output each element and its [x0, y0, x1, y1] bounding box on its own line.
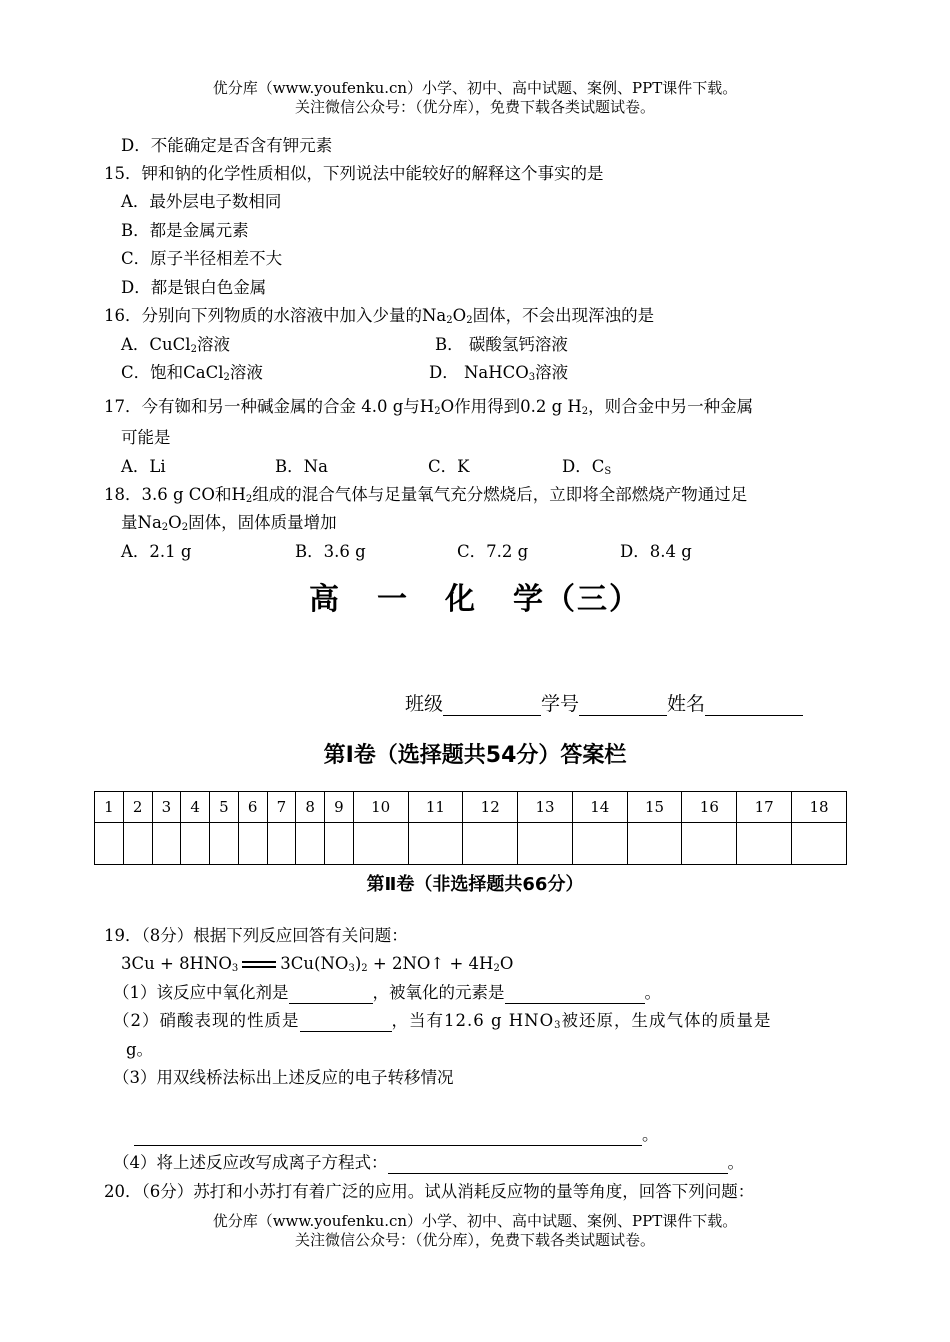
header-line-2: 关注微信公众号：（优分库），免费下载各类试题试卷。 [294, 98, 655, 116]
answer-input-cell[interactable] [792, 823, 847, 865]
q15-stem: 15．钾和钠的化学性质相似，下列说法中能较好的解释这个事实的是 [104, 164, 604, 183]
answer-input-cell[interactable] [210, 823, 239, 865]
q19-part3: （3）用双线桥法标出上述反应的电子转移情况 [113, 1068, 454, 1087]
answer-input-cell[interactable] [737, 823, 792, 865]
answer-input-cell[interactable] [572, 823, 627, 865]
q19-oxidized-element-blank[interactable] [505, 985, 645, 1004]
answer-input-cell[interactable] [181, 823, 210, 865]
q16-stem: 16．分别向下列物质的水溶液中加入少量的$Na_2O_2$固体，不会出现浑浊的是 [104, 306, 655, 326]
answer-number-cell: 2 [123, 792, 152, 823]
q19-stem: 19．（8分）根据下列反应回答有关问题： [104, 926, 408, 945]
answer-table [94, 791, 847, 865]
answer-input-cell[interactable] [627, 823, 682, 865]
q20-stem: 20．（6分）苏打和小苏打有着广泛的应用。试从消耗反应物的量等角度，回答下列问题： [104, 1182, 755, 1201]
q17-option-a: A．Li [121, 457, 166, 476]
title-char-2: 一 [377, 582, 409, 617]
answer-input-cell[interactable] [123, 823, 152, 865]
answer-number-cell: 17 [737, 792, 792, 823]
answer-input-cell[interactable] [296, 823, 325, 865]
name-label: 姓名 [667, 693, 706, 715]
q14-option-d: D．不能确定是否含有钾元素 [121, 136, 333, 155]
q17-option-c: C．K [428, 457, 470, 476]
title-char-4: 学（三） [513, 582, 641, 617]
q16-option-a: A．CuCl$_2$溶液 [121, 335, 230, 355]
answer-input-cell[interactable] [95, 823, 124, 865]
q18-option-d: D．8.4 g [620, 542, 692, 561]
answer-number-cell: 15 [627, 792, 682, 823]
id-field[interactable] [579, 697, 667, 716]
header-line-1: 优分库（www.youfenku.cn）小学、初中、高中试题、案例、PPT课件下载。 [212, 79, 738, 97]
title-char-1: 高 [309, 582, 341, 617]
q17-option-b: B．Na [275, 457, 328, 476]
q18-stem-line2: 量$Na_2O_2$固体，固体质量增加 [121, 513, 337, 533]
answer-number-cell: 18 [792, 792, 847, 823]
title-char-3: 化 [445, 582, 477, 617]
q15-option-b: B．都是金属元素 [121, 221, 249, 240]
exam-title [0, 574, 950, 618]
q19-oxidizer-blank[interactable] [289, 985, 373, 1004]
q15-option-a: A．最外层电子数相同 [121, 192, 282, 211]
q19-part2: （2）硝酸表现的性质是 ，当有12.6 g $HNO_3$被还原，生成气体的质量是 [113, 1011, 772, 1031]
answer-number-cell: 10 [353, 792, 408, 823]
class-label: 班级 [405, 693, 444, 715]
footer-line-1: 优分库（www.youfenku.cn）小学、初中、高中试题、案例、PPT课件下载。 [212, 1212, 738, 1230]
answer-input-cell[interactable] [682, 823, 737, 865]
part1-title: 第Ⅰ卷（选择题共54分）答案栏 [323, 743, 627, 768]
answer-number-cell: 7 [267, 792, 296, 823]
answer-input-cell[interactable] [152, 823, 181, 865]
answer-number-cell: 5 [210, 792, 239, 823]
q17-stem: 17．今有铷和另一种碱金属的合金 4.0 g与$H_2O$作用得到0.2 g $H_2$，则合金中另一种金属 [104, 397, 754, 417]
q19-part2-line2: g。 [126, 1040, 154, 1059]
answer-number-cell: 3 [152, 792, 181, 823]
q17-stem-line2: 可能是 [121, 428, 171, 447]
id-label: 学号 [541, 693, 580, 715]
part2-title: 第Ⅱ卷（非选择题共66分） [366, 874, 584, 895]
answer-number-cell: 16 [682, 792, 737, 823]
q19-equation: $3Cu + 8HNO_3$ $3Cu(NO_3)_2$ + 2NO↑ + $4H_2O$ [121, 954, 514, 974]
equals-sign-icon [242, 961, 276, 968]
footer-line-2: 关注微信公众号：（优分库），免费下载各类试题试卷。 [294, 1231, 655, 1249]
answer-input-cell[interactable] [463, 823, 518, 865]
q16-option-d: D． NaHCO$_3$溶液 [429, 363, 569, 383]
answer-input-cell[interactable] [325, 823, 354, 865]
answer-input-cell[interactable] [408, 823, 463, 865]
q19-part3-answer-line: 。 [134, 1124, 659, 1146]
name-field[interactable] [705, 697, 803, 716]
answer-number-cell: 14 [572, 792, 627, 823]
q17-option-d: D．$C_S$ [562, 457, 612, 477]
answer-number-cell: 6 [238, 792, 267, 823]
answer-number-cell: 12 [463, 792, 518, 823]
q19-electron-transfer-blank[interactable] [134, 1127, 642, 1146]
q19-property-blank[interactable] [300, 1013, 392, 1032]
q18-option-b: B．3.6 g [295, 542, 366, 561]
answer-number-cell: 4 [181, 792, 210, 823]
q18-option-c: C．7.2 g [457, 542, 529, 561]
answer-input-cell[interactable] [267, 823, 296, 865]
answer-number-cell: 9 [325, 792, 354, 823]
q19-ionic-equation-blank[interactable] [388, 1155, 728, 1174]
q18-option-a: A．2.1 g [121, 542, 192, 561]
q19-part1: （1）该反应中氧化剂是 ，被氧化的元素是 。 [113, 983, 661, 1002]
q16-option-b: B． 碳酸氢钙溶液 [435, 335, 568, 354]
answer-input-cell[interactable] [353, 823, 408, 865]
q15-option-d: D．都是银白色金属 [121, 278, 267, 297]
answer-number-cell: 13 [518, 792, 573, 823]
q19-part4: （4）将上述反应改写成离子方程式： 。 [113, 1153, 744, 1172]
class-field[interactable] [443, 697, 541, 716]
q18-stem: 18．3.6 g CO和$H_2$组成的混合气体与足量氧气充分燃烧后，立即将全部燃烧产物通过足 [104, 485, 748, 505]
answer-number-cell: 11 [408, 792, 463, 823]
q16-option-c: C．饱和CaCl$_2$溶液 [121, 363, 263, 383]
answer-input-cell[interactable] [238, 823, 267, 865]
student-info [405, 692, 803, 716]
answer-number-cell: 8 [296, 792, 325, 823]
q15-option-c: C．原子半径相差不大 [121, 249, 283, 268]
answer-input-cell[interactable] [518, 823, 573, 865]
answer-number-cell: 1 [95, 792, 124, 823]
